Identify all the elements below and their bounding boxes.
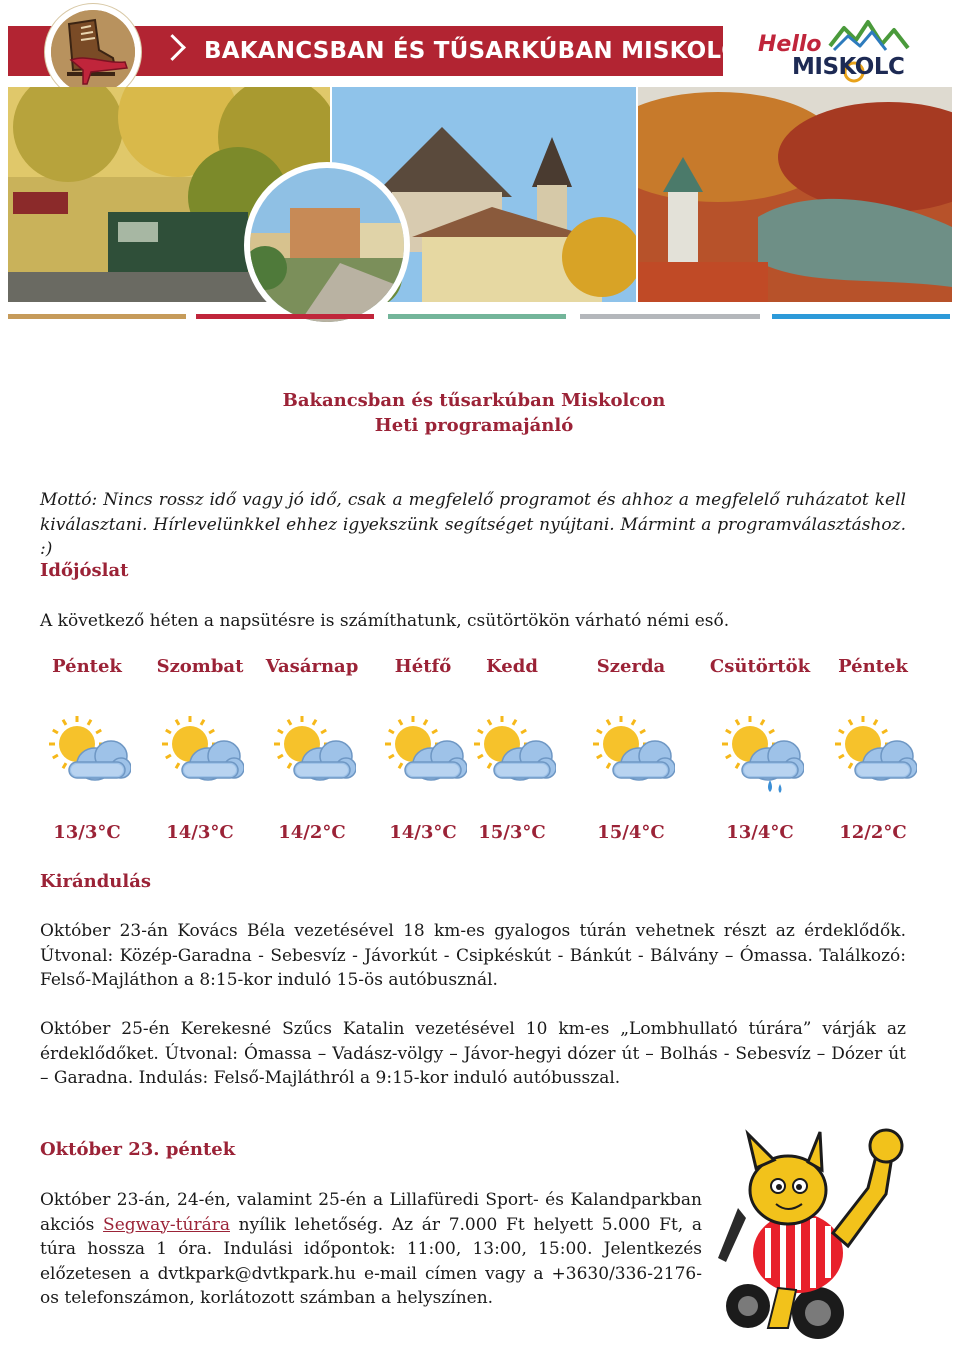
- forecast-day-label: Péntek: [52, 656, 122, 677]
- forecast-temperature: 14/3°C: [389, 822, 457, 843]
- boot-heel-logo: [45, 4, 141, 100]
- divider-stripe: [196, 314, 374, 319]
- motto-text: Mottó: Nincs rossz idő vagy jó idő, csak a megfelelő programot és ahhoz a megfelelő ruházatot kell kiválasztani. Hírlevelünkkel ehhez igyekszünk segítséget nyújtani. Mármint a programválasztáshoz. :): [40, 490, 906, 559]
- sun-cloud-icon: [472, 714, 556, 796]
- divider-stripe: [580, 314, 760, 319]
- sun-cloud-icon: [383, 714, 467, 796]
- forecast-day-label: Vasárnap: [265, 656, 359, 677]
- sun-cloud-icon: [833, 714, 917, 796]
- forecast-temperature: 15/4°C: [597, 822, 665, 843]
- logo-hello-text: Hello: [758, 32, 822, 57]
- forecast-day-label: Kedd: [486, 656, 538, 677]
- divider-stripe: [8, 314, 186, 319]
- forecast-day-label: Hétfő: [394, 656, 452, 677]
- excursion-paragraph-2: Október 25-én Kerekesné Szűcs Katalin vezetésével 10 km-es „Lombhullató túrára” várják az érdeklődőket. Útvonal: Ómassa – Vadász-völgy – Jávor-hegyi dózer út – Bolhás - Sebesvíz – Dózer út – Garadna. Indulás: Felső-Majláthról a 9:15-kor induló autóbusszal.: [40, 1019, 906, 1088]
- page-subtitle: Heti programajánló: [374, 415, 574, 436]
- friday-paragraph: [40, 1188, 702, 1311]
- banner-title: BAKANCSBAN ÉS TŰSARKÚBAN MISKOLCON: [204, 38, 778, 64]
- forecast-temperature: 15/3°C: [478, 822, 546, 843]
- logo-miskolc-text: MISKOLC: [792, 54, 905, 80]
- friday-heading: Október 23. péntek: [40, 1139, 236, 1160]
- forecast-temperature: 13/4°C: [726, 822, 794, 843]
- sun-cloud-rain-icon: [720, 714, 804, 796]
- forecast-day-label: Szombat: [156, 656, 244, 677]
- divider-stripe: [772, 314, 950, 319]
- sun-cloud-icon: [272, 714, 356, 796]
- photo-town-round: [244, 162, 410, 328]
- friday-text-after: nyílik lehetőség. Az ár 7.000 Ft helyett 5.000 Ft, a túra hossza 1 óra. Indulási időpontok: 11:00, 13:00, 15:00. Jelentkezés előzetesen a dvtkpark@dvtkpark.hu e-mail címen vagy a +3630/336-2176-os telefonszámon, korlátozott számban a helyszínen.: [40, 1214, 702, 1308]
- hello-miskolc-logo: [752, 14, 942, 86]
- forecast-temperature: 12/2°C: [839, 822, 907, 843]
- lynx-mascot-segway-image: [708, 1128, 926, 1342]
- sun-cloud-icon: [591, 714, 675, 796]
- friday-text-before: Október 23-án, 24-én, valamint 25-én a Lillafüredi Sport- és Kalandparkban akciós: [40, 1190, 702, 1235]
- sun-cloud-icon: [47, 714, 131, 796]
- photo-lake-castle: [638, 87, 952, 302]
- forecast-temperature: 13/3°C: [53, 822, 121, 843]
- excursion-paragraph-1: Október 23-án Kovács Béla vezetésével 18 km-es gyalogos túrán vehetnek részt az érdeklődők. Útvonal: Közép-Garadna - Sebesvíz - Jávorkút - Csipkéskút - Bánkút - Bálvány – Ómassa. Találkozó: Felső-Majláthon a 8:15-kor induló 15-ös autóbusznál.: [40, 921, 906, 990]
- forecast-temperature: 14/3°C: [166, 822, 234, 843]
- page-title: Bakancsban és tűsarkúban Miskolcon: [282, 390, 666, 411]
- segway-tour-link[interactable]: Segway-túrára: [103, 1214, 230, 1235]
- forecast-day-label: Péntek: [838, 656, 908, 677]
- chevron-right-icon: [159, 34, 186, 61]
- forecast-temperature: 14/2°C: [278, 822, 346, 843]
- divider-stripe: [388, 314, 566, 319]
- forecast-heading: Időjóslat: [40, 560, 129, 581]
- forecast-day-label: Csütörtök: [709, 656, 811, 677]
- excursion-heading: Kirándulás: [40, 871, 152, 892]
- forecast-day-label: Szerda: [596, 656, 666, 677]
- sun-cloud-icon: [160, 714, 244, 796]
- forecast-intro: A következő héten a napsütésre is számíthatunk, csütörtökön várható némi eső.: [40, 611, 730, 631]
